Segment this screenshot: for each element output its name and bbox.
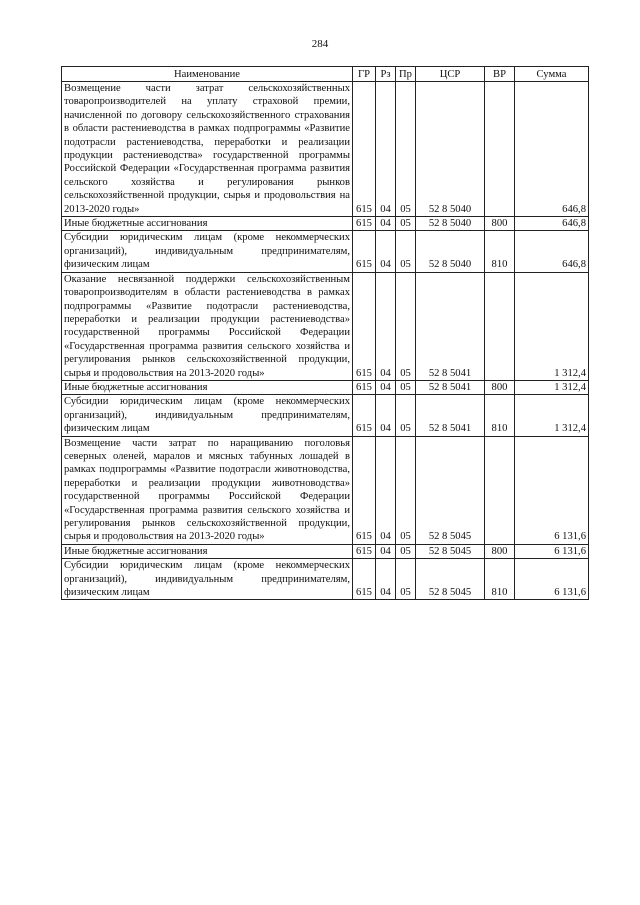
- row-vr: 800: [485, 544, 515, 558]
- row-gr: 615: [353, 82, 376, 217]
- row-name: Возмещение части затрат сельскохозяйственных товаропроизводителей на уплату страховой премии, начисленной по договору сельскохозяйственного страхования в области растениеводства в рамках подпрограммы «Развитие подотрасли растениеводства, переработки и реализации продукции растениеводства» государственной программы Российской Федерации «Государственная программа развития сельского хозяйства и регулирования рынков сельскохозяйственной продукции, сырья и продовольствия на 2013-2020 годы»: [62, 82, 353, 217]
- row-csr: 52 8 5045: [416, 559, 485, 600]
- table-row: [62, 82, 589, 217]
- table-row: [62, 544, 589, 558]
- row-sum: 1 312,4: [515, 272, 589, 380]
- table-row: [62, 231, 589, 272]
- row-gr: 615: [353, 231, 376, 272]
- row-csr: 52 8 5045: [416, 544, 485, 558]
- table-row: [62, 272, 589, 380]
- row-name: Иные бюджетные ассигнования: [62, 544, 353, 558]
- row-csr: 52 8 5041: [416, 272, 485, 380]
- row-sum: 6 131,6: [515, 559, 589, 600]
- row-pr: 05: [396, 380, 416, 394]
- table-row: [62, 436, 589, 544]
- row-rz: 04: [376, 380, 396, 394]
- row-pr: 05: [396, 231, 416, 272]
- header-sum: Сумма: [515, 67, 589, 82]
- row-vr: 810: [485, 231, 515, 272]
- row-pr: 05: [396, 395, 416, 436]
- row-gr: 615: [353, 559, 376, 600]
- row-csr: 52 8 5041: [416, 380, 485, 394]
- header-vr: ВР: [485, 67, 515, 82]
- header-csr: ЦСР: [416, 67, 485, 82]
- row-rz: 04: [376, 82, 396, 217]
- page-number: 284: [311, 38, 329, 50]
- row-pr: 05: [396, 544, 416, 558]
- row-sum: 6 131,6: [515, 436, 589, 544]
- header-name: Наименование: [62, 67, 353, 82]
- row-gr: 615: [353, 380, 376, 394]
- row-gr: 615: [353, 217, 376, 231]
- row-gr: 615: [353, 272, 376, 380]
- row-csr: 52 8 5040: [416, 82, 485, 217]
- budget-table: [61, 66, 589, 600]
- row-rz: 04: [376, 395, 396, 436]
- row-gr: 615: [353, 544, 376, 558]
- row-pr: 05: [396, 559, 416, 600]
- header-pr: Пр: [396, 67, 416, 82]
- row-vr: [485, 272, 515, 380]
- row-pr: 05: [396, 272, 416, 380]
- row-name: Субсидии юридическим лицам (кроме некоммерческих организаций), индивидуальным предпринимателям, физическим лицам: [62, 559, 353, 600]
- header-rz: Рз: [376, 67, 396, 82]
- row-sum: 1 312,4: [515, 395, 589, 436]
- row-rz: 04: [376, 436, 396, 544]
- row-vr: 800: [485, 217, 515, 231]
- row-name: Субсидии юридическим лицам (кроме некоммерческих организаций), индивидуальным предпринимателям, физическим лицам: [62, 231, 353, 272]
- row-rz: 04: [376, 231, 396, 272]
- row-vr: [485, 82, 515, 217]
- row-vr: 810: [485, 395, 515, 436]
- row-name: Субсидии юридическим лицам (кроме некоммерческих организаций), индивидуальным предпринимателям, физическим лицам: [62, 395, 353, 436]
- row-name: Иные бюджетные ассигнования: [62, 217, 353, 231]
- row-sum: 6 131,6: [515, 544, 589, 558]
- row-vr: 800: [485, 380, 515, 394]
- row-sum: 646,8: [515, 217, 589, 231]
- row-name: Оказание несвязанной поддержки сельскохозяйственным товаропроизводителям в области растениеводства в рамках подпрограммы «Развитие подотрасли растениеводства, переработки и реализации продукции растениеводства» государственной программы Российской Федерации «Государственная программа развития сельского хозяйства и регулирования рынков сельскохозяйственной продукции, сырья и продовольствия на 2013-2020 годы»: [62, 272, 353, 380]
- row-name: Иные бюджетные ассигнования: [62, 380, 353, 394]
- row-csr: 52 8 5040: [416, 217, 485, 231]
- row-name: Возмещение части затрат по наращиванию поголовья северных оленей, маралов и мясных табунных лошадей в рамках подпрограммы «Развитие подотрасли животноводства, переработки и реализации продукции животноводства» государственной программы Российской Федерации «Государственная программа развития сельского хозяйства и регулирования рынков сельскохозяйственной продукции, сырья и продовольствия на 2013-2020 годы»: [62, 436, 353, 544]
- row-gr: 615: [353, 395, 376, 436]
- row-rz: 04: [376, 559, 396, 600]
- row-sum: 1 312,4: [515, 380, 589, 394]
- row-vr: [485, 436, 515, 544]
- row-csr: 52 8 5040: [416, 231, 485, 272]
- table-row: [62, 380, 589, 394]
- row-sum: 646,8: [515, 82, 589, 217]
- row-rz: 04: [376, 217, 396, 231]
- row-pr: 05: [396, 436, 416, 544]
- row-sum: 646,8: [515, 231, 589, 272]
- table-row: [62, 217, 589, 231]
- header-gr: ГР: [353, 67, 376, 82]
- row-gr: 615: [353, 436, 376, 544]
- row-pr: 05: [396, 82, 416, 217]
- row-rz: 04: [376, 272, 396, 380]
- table-header-row: [62, 67, 589, 82]
- row-vr: 810: [485, 559, 515, 600]
- row-csr: 52 8 5041: [416, 395, 485, 436]
- table-row: [62, 559, 589, 600]
- table-row: [62, 395, 589, 436]
- row-pr: 05: [396, 217, 416, 231]
- row-csr: 52 8 5045: [416, 436, 485, 544]
- row-rz: 04: [376, 544, 396, 558]
